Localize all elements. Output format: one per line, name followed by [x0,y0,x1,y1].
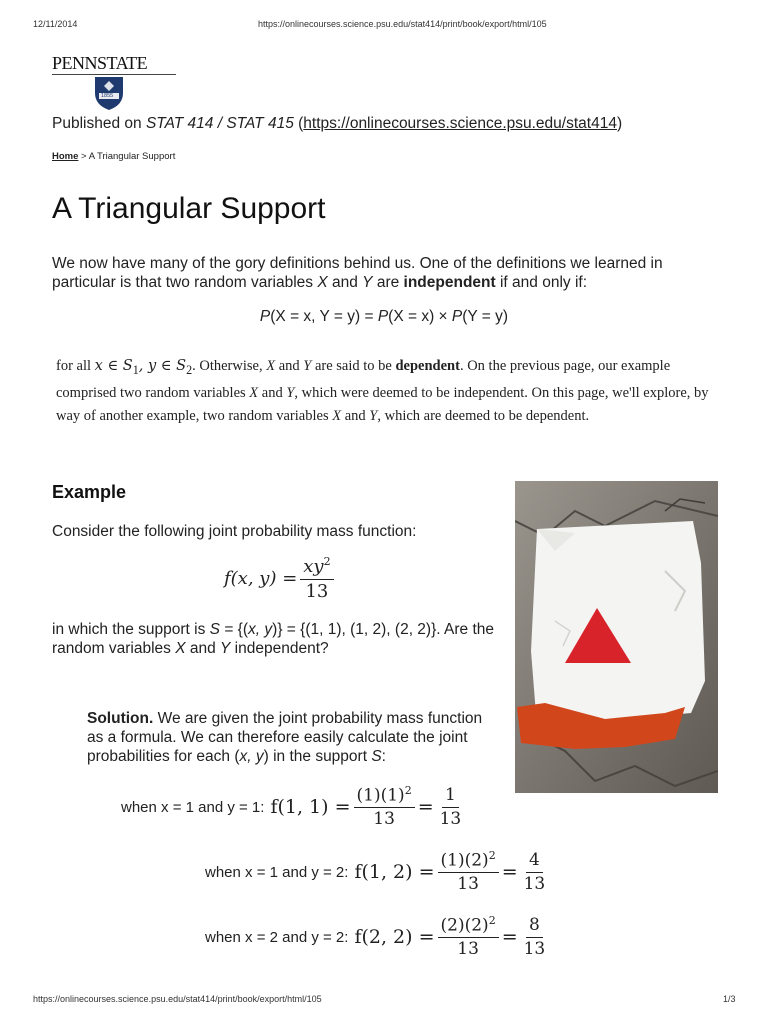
support-y: Y [220,640,231,657]
calc-rden: 13 [523,873,546,894]
dep-t1: for all [56,358,95,374]
support-paragraph [52,620,514,658]
logo-year: 1855 [101,93,114,99]
pmf-fraction [300,556,333,602]
calc-exp: 2 [404,784,412,797]
eq-p1: P [259,308,271,325]
dep-x: X [266,358,276,374]
pmf-num: xy [303,556,324,577]
dependent-paragraph [56,355,712,428]
solution-colon: : [381,748,386,765]
calc-exp: 2 [488,914,496,927]
pmf-exp: 2 [323,555,331,568]
calc-when: when x = 1 and y = 1: [121,798,265,816]
consider-text: Consider the following joint probability mass function: [52,523,417,540]
dep-t6: , which are deemed to be dependent. [377,407,590,424]
support-and: and [185,640,221,657]
calc-num: (2)(2) [440,915,489,936]
calc-result [521,916,549,958]
breadcrumb-home-link[interactable]: Home [52,151,79,162]
solution-t1: We are given the joint probability mass function as a formula. We can therefore easily calculate the joint probabilities for each ( [87,710,483,765]
solution-xy: x, y [239,748,264,765]
paren-close: ) [616,115,623,132]
calc-row-2 [205,850,551,894]
calc-den: 13 [457,939,479,960]
calc-equals: = [417,796,434,819]
dep-sub2: 2 [186,362,193,377]
dep-sub1: 1 [132,362,139,377]
calc-den: 13 [457,874,479,895]
example-heading: Example [52,482,127,502]
page-title: A Triangular Support [52,192,326,225]
support-t4: independent? [230,640,329,657]
support-t1: in which the support is [52,621,210,638]
calc-exp: 2 [488,849,496,862]
dep-t3: are said to be [311,358,396,374]
calc-lhs: f(1, 1) = [270,796,351,819]
calc-num: (1)(1) [356,785,405,806]
dep-x3: X [332,407,342,424]
calc-row-1 [121,785,467,829]
calc-num: (1)(2) [440,850,489,871]
calc-result [437,786,465,828]
pennstate-logo[interactable] [52,53,176,99]
breadcrumb-separator: > [78,151,89,162]
calc-lhs: f(1, 2) = [354,861,435,884]
course-link[interactable]: https://onlinecourses.science.psu.edu/stat414 [303,115,617,132]
calc-rnum: 8 [526,916,543,938]
calc-rden: 13 [523,938,546,959]
dep-and: and [275,358,304,374]
published-line [52,115,622,133]
calc-rden: 13 [439,808,462,829]
support-s: S [209,621,221,638]
calc-fraction [438,850,499,894]
eq-p2: P [377,308,389,325]
pmf-formula [224,556,337,602]
solution-label: Solution. [87,710,154,727]
support-xy: x, y [248,621,273,638]
solution-t2: ) in the support [263,748,372,765]
eq-arg2: (X = x) [388,308,435,325]
pmf-lhs: f(x, y) = [224,568,298,590]
calc-fraction [354,785,415,829]
calc-fraction [438,915,499,959]
dep-y2: Y [286,384,295,401]
dep-y3: Y [369,407,378,424]
calc-lhs: f(2, 2) = [354,926,435,949]
independence-equation [0,308,768,326]
intro-text: We now have many of the gory definitions behind us. One of the definitions we learned in particular is that two random variables [52,255,663,291]
calc-result [521,851,549,893]
calc-den: 13 [373,809,395,830]
published-prefix: Published on [52,115,146,132]
logo-wordmark: PENNSTATE [52,53,148,73]
solution-s: S [371,748,382,765]
eq-equals: = [360,308,378,325]
calc-rnum: 1 [442,786,459,808]
paren-open: ( [293,115,304,132]
dep-and3: and [341,407,370,424]
calc-equals: = [501,861,518,884]
calc-when: when x = 1 and y = 2: [205,863,349,881]
var-x: X [317,274,328,291]
intro-end: if and only if: [495,274,587,291]
solution-paragraph [87,709,497,766]
support-t2: = {( [220,621,249,638]
term-dependent: dependent [395,358,460,374]
eq-lhs: (X = x, Y = y) [270,308,361,325]
dep-t5: , which were deemed to be independent. On this page, we'll explore, by way of another example, two random variables [56,384,709,424]
var-y: Y [362,274,373,291]
dep-t2: . Otherwise, [192,358,267,374]
term-independent: independent [403,274,496,291]
calc-rnum: 4 [526,851,543,873]
breadcrumb [52,151,175,162]
print-url: https://onlinecourses.science.psu.edu/stat414/print/book/export/html/105 [258,19,547,29]
calc-row-3 [205,915,551,959]
intro-are: are [372,274,404,291]
footer-url: https://onlinecourses.science.psu.edu/stat414/print/book/export/html/105 [33,994,322,1004]
triangle-photo [515,481,718,793]
dep-and2: and [258,384,287,401]
eq-p3: P [451,308,463,325]
dep-x2: X [249,384,259,401]
calc-equals: = [501,926,518,949]
dep-y: Y [303,358,312,374]
support-x: X [175,640,186,657]
dep-t4: . On the previous page, our example comprised two random variables [56,358,671,401]
calc-when: when x = 2 and y = 2: [205,928,349,946]
course-name: STAT 414 / STAT 415 [145,115,294,132]
dep-m2: , y ∈ S [138,358,187,374]
support-t3: )} = {(1, 1), (1, 2), (2, 2)}. Are the random variables [52,621,494,657]
pmf-den: 13 [305,580,329,602]
eq-arg3: (Y = y) [462,308,509,325]
eq-times: × [434,308,452,325]
footer-page-number: 1/3 [723,994,736,1004]
dep-m1: x ∈ S [94,358,133,374]
print-date: 12/11/2014 [33,19,78,29]
intro-and: and [327,274,363,291]
intro-paragraph [52,254,700,292]
breadcrumb-current: A Triangular Support [88,151,176,162]
